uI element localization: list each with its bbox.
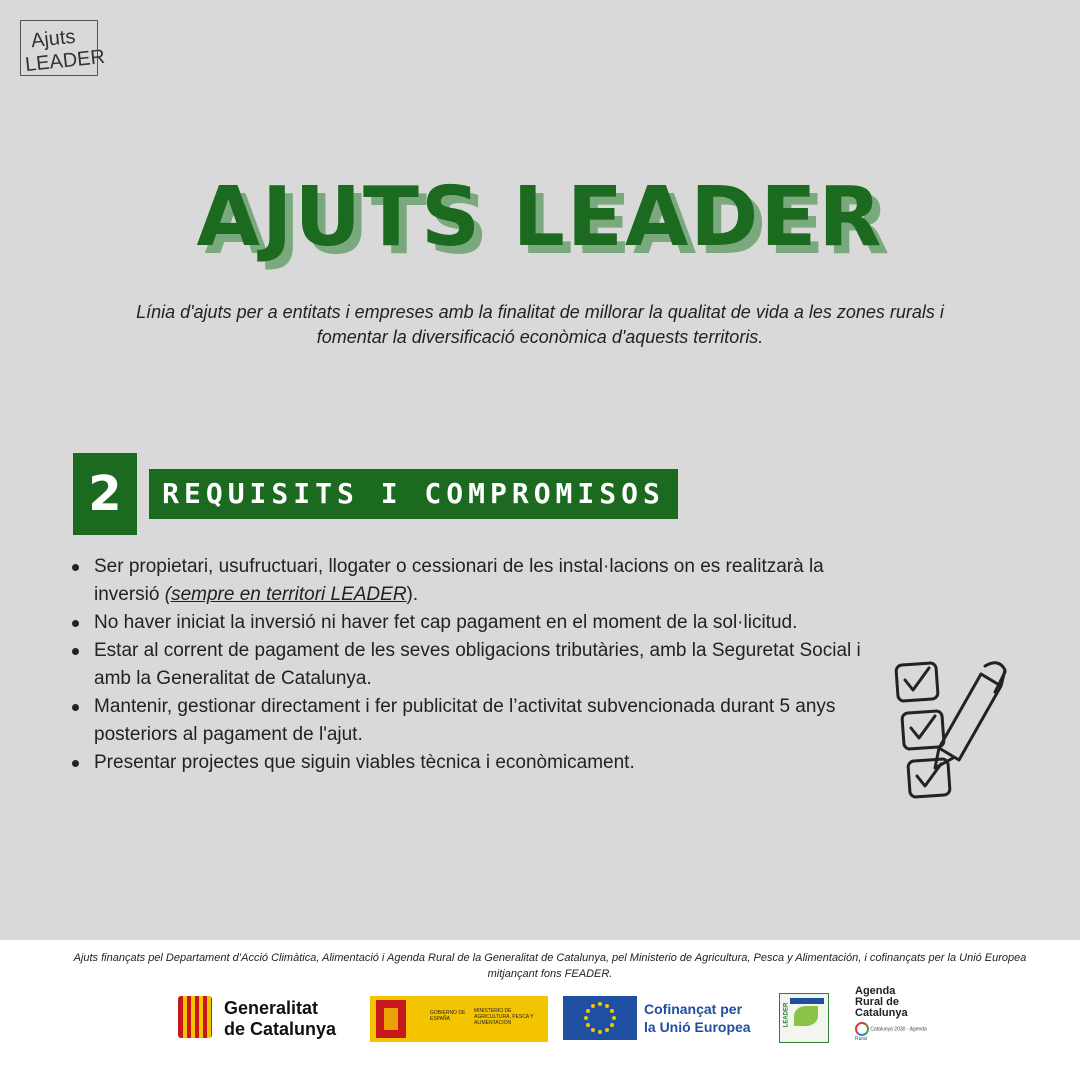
leader-label: LEADER (783, 1002, 790, 1028)
eu-flag-icon (563, 996, 637, 1040)
requirement-item: Presentar projectes que siguin viables tècnica i econòmicament. (94, 749, 884, 777)
agenda-sub2: Agenda Rural (855, 1026, 927, 1042)
section-title: REQUISITS I COMPROMISOS (149, 469, 678, 519)
agenda-rural-logo: Agenda Rural de Catalunya Catalunya 2030 · Agenda Rural (855, 986, 935, 1046)
sdg-ring-icon (855, 1022, 869, 1036)
checklist-pen-icon (885, 658, 1015, 808)
section-number: 2 (73, 453, 137, 535)
spain-coat-of-arms-icon (376, 1000, 406, 1038)
leaf-icon (794, 1006, 818, 1026)
leader-logo (779, 993, 829, 1043)
requirement-text: Ser propietari, usufructuari, llogater o cessionari de les instal·lacions on es realitzarà la inversió (94, 556, 824, 605)
page-title: AJUTS LEADER (196, 170, 884, 265)
ministerio-label: MINISTERIO DE AGRICULTURA, PESCA Y ALIMENTACIÓN (474, 1008, 534, 1026)
generalitat-logo (178, 996, 368, 1042)
ajuts-leader-corner-logo (20, 20, 106, 77)
eu-cofinancing-text (644, 1000, 751, 1036)
funding-disclaimer: Ajuts finançats pel Departament d’Acció Climàtica, Alimentació i Agenda Rural de la Generalitat de Catalunya, pel Ministerio de Agricultura, Pesca y Alimentación, i cofinançats per la Unió Europea mitjançant fons FEADER. (73, 952, 1027, 980)
agenda-line3: Catalunya (855, 1007, 908, 1019)
agenda-sub1: Catalunya 2030 (870, 1026, 906, 1033)
leader-bar (790, 998, 824, 1004)
requirement-item (94, 553, 884, 609)
subtitle: Línia d'ajuts per a entitats i empreses amb la finalitat de millorar la qualitat de vida a les zones rurals i fomentar la diversificació econòmica d'aquests territoris. (136, 302, 944, 347)
requirement-emphasis: (sempre en territori LEADER (164, 584, 407, 605)
agenda-line2: Rural de (855, 996, 900, 1008)
requirement-item: Mantenir, gestionar directament i fer publicitat de l’activitat subvencionada durant 5 anys posteriors al pagament de l'ajut. (94, 693, 884, 749)
requirement-item: No haver iniciat la inversió ni haver fet cap pagament en el moment de la sol·licitud. (94, 609, 884, 637)
generalitat-line1: Generalitat (224, 998, 319, 1018)
generalitat-line2: de Catalunya (224, 1019, 337, 1039)
senyera-icon (178, 996, 212, 1038)
agenda-line1: Agenda (855, 985, 896, 997)
corner-logo-line1: Ajuts (29, 25, 77, 53)
eu-line1: Cofinançat per (644, 1001, 743, 1017)
corner-logo-line2: LEADER (24, 45, 106, 77)
gobierno-label: GOBIERNO DE ESPAÑA (430, 1010, 466, 1022)
requirement-text-after: ). (406, 584, 419, 605)
eu-line2: la Unió Europea (644, 1019, 751, 1035)
requirement-item: Estar al corrent de pagament de les seves obligacions tributàries, amb la Seguretat Social i amb la Generalitat de Catalunya. (94, 637, 884, 693)
requirements-list (94, 553, 884, 777)
gobierno-espana-logo (370, 996, 548, 1042)
